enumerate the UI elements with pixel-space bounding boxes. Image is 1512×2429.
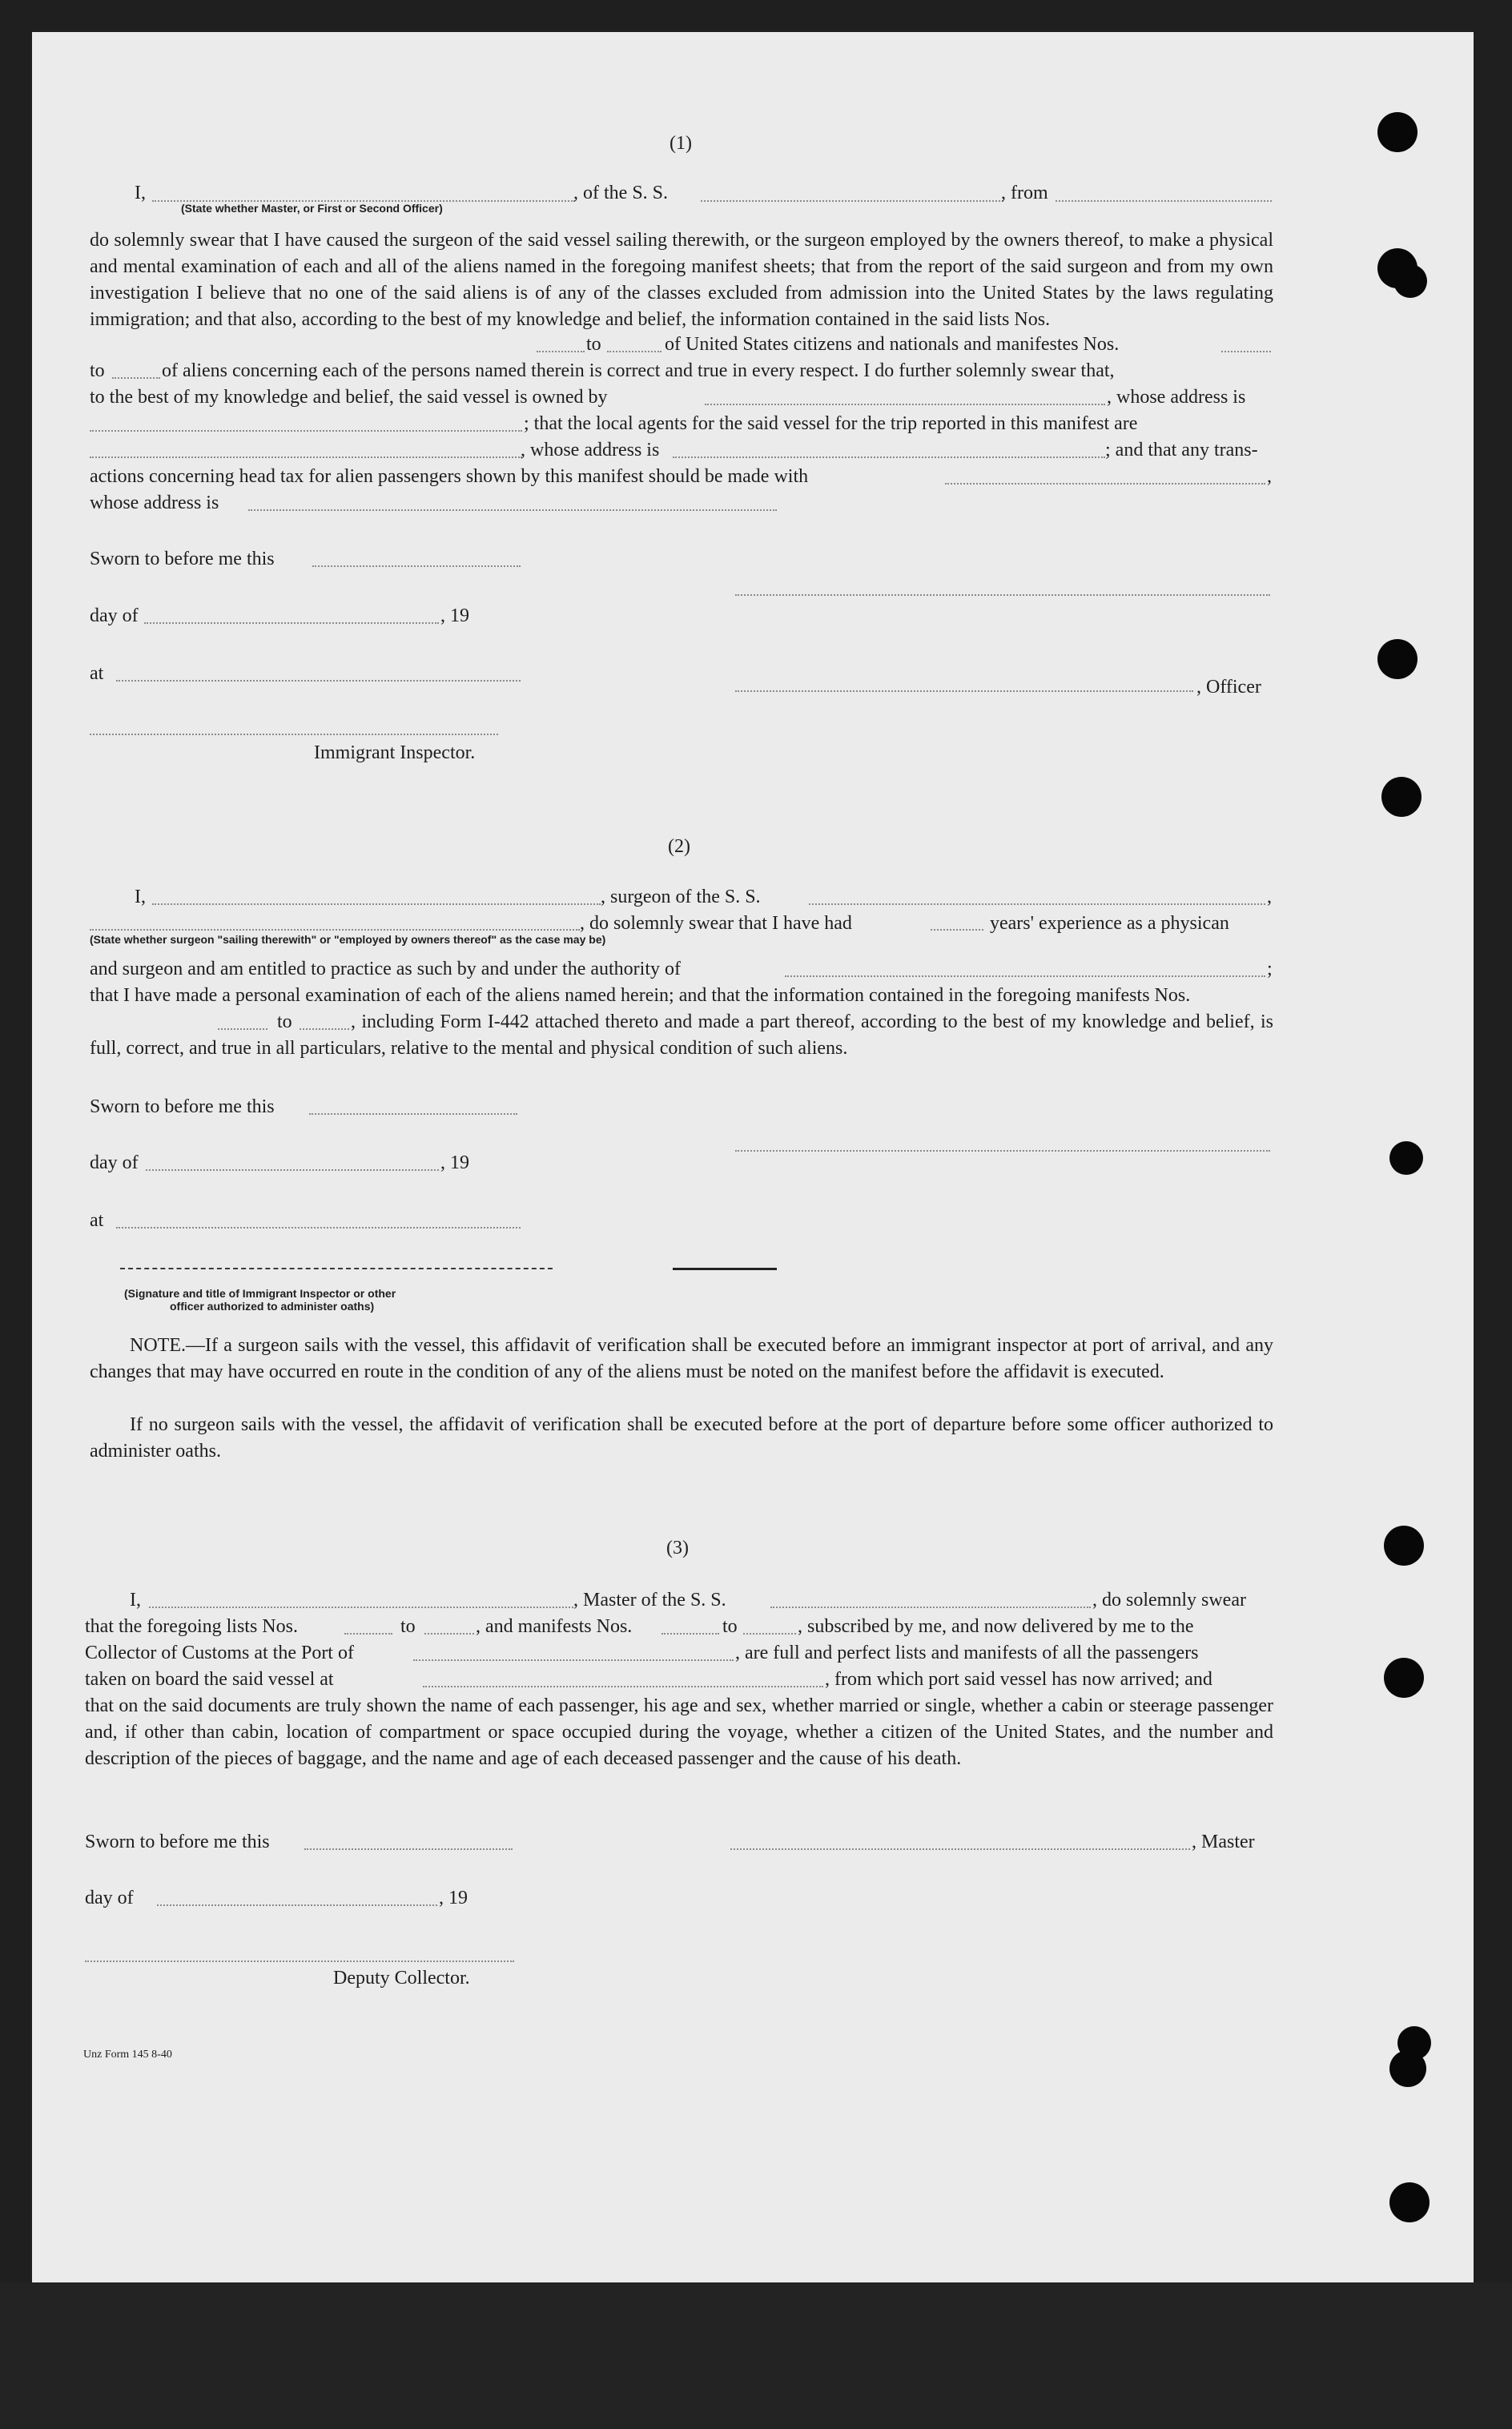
surgeon-status-field[interactable] — [90, 929, 580, 931]
at-label-2: at — [90, 1210, 104, 1231]
note-paragraph: NOTE.—If a surgeon sails with the vessel, this affidavit of verification shall be executed before an immigrant inspector at port of arrival, and any changes that may have occurred en route in the condition of any of the aliens must be noted on the manifest before the affidavit is executed. — [90, 1335, 1273, 1382]
note-paragraph-2: If no surgeon sails with the vessel, the affidavit of verification shall be executed before at the port of departure before some officer authorized to administer oaths. — [90, 1414, 1273, 1462]
sworn-label-3: Sworn to before me this — [85, 1832, 270, 1852]
surgeon-signature-line[interactable] — [735, 1150, 1270, 1152]
sworn-label: Sworn to before me this — [90, 549, 275, 569]
text-any-trans: ; and that any trans- — [1105, 440, 1258, 460]
text-owned-by: to the best of my knowledge and belief, the said vessel is owned by — [90, 387, 608, 408]
officer-label: , Officer — [1196, 677, 1261, 698]
text-i: I, — [135, 183, 146, 203]
year-label: , 19 — [440, 605, 469, 626]
text-subscribed: , subscribed by me, and now delivered by me to the — [798, 1616, 1194, 1637]
section-2-paragraph-rest: , including Form I-442 attached thereto and made a part thereof, according to the best of my knowledge and belief, is full, correct, and true in all particulars, relative to the mental and physical condition of such aliens. — [90, 1011, 1273, 1059]
master-signature-line[interactable] — [730, 1848, 1190, 1850]
punch-hole — [1389, 2050, 1426, 2087]
sworn-date-field[interactable] — [312, 565, 521, 567]
surgeon-name-field[interactable] — [152, 903, 601, 905]
officer-title-field[interactable] — [735, 690, 1193, 692]
sworn-label-2: Sworn to before me this — [90, 1096, 275, 1117]
text-whose-address-3: whose address is — [90, 493, 219, 513]
agents-address-field[interactable] — [673, 456, 1105, 458]
at-label: at — [90, 663, 104, 684]
text-to-5: to — [722, 1616, 738, 1637]
text-from: , from — [1001, 183, 1048, 203]
section-3-heading: (3) — [666, 1538, 689, 1558]
owner-address-field[interactable] — [90, 430, 522, 432]
manifests-to-field[interactable] — [112, 377, 160, 379]
punch-hole — [1393, 264, 1427, 298]
authority-field[interactable] — [785, 975, 1265, 977]
master-manifests-to-field[interactable] — [743, 1633, 796, 1635]
from-port-field[interactable] — [1056, 200, 1272, 202]
section-2-paragraph: that I have made a personal examination of each of the aliens named herein; and that the information contained in the foregoing manifests Nos. — [90, 985, 1191, 1006]
text-whose-address: , whose address is — [1107, 387, 1246, 408]
owner-field[interactable] — [705, 404, 1105, 405]
deputy-label: Deputy Collector. — [333, 1968, 470, 1989]
text-local-agents: ; that the local agents for the said vessel for the trip reported in this manifest are — [524, 413, 1138, 434]
text-from-which: , from which port said vessel has now arrived; and — [825, 1669, 1212, 1690]
text-master-of: , Master of the S. S. — [573, 1590, 726, 1611]
section-3-paragraph: that on the said documents are truly shown the name of each passenger, his age and sex, whether married or single, whether a cabin or steerage passenger and, if other than cabin, location of compartment or space occupied during the voyage, whether a citizen of the United States, and the number and description of the pieces of baggage, and the name and age of each deceased passenger and the cause of his death. — [85, 1695, 1273, 1769]
form-number: Unz Form 145 8-40 — [83, 2049, 172, 2061]
text-foregoing-lists: that the foregoing lists Nos. — [85, 1616, 298, 1637]
signature-rule[interactable] — [120, 1268, 553, 1269]
text-of-us-citizens: of United States citizens and nationals and manifestes Nos. — [665, 334, 1120, 355]
text-surgeon-of: , surgeon of the S. S. — [601, 887, 761, 907]
text-full-lists: , are full and perfect lists and manifests of all the passengers — [735, 1643, 1199, 1663]
text-do-solemnly: , do solemnly swear — [1092, 1590, 1246, 1611]
head-tax-address-field[interactable] — [248, 509, 777, 511]
text-to-2: to — [90, 360, 105, 381]
text-years-experience: years' experience as a physican — [990, 913, 1229, 934]
manifests-from-field[interactable] — [1221, 351, 1271, 352]
officer-note: (State whether Master, or First or Second Officer) — [181, 202, 443, 215]
text-comma-2: , — [1267, 887, 1272, 907]
day-of-field-2[interactable] — [146, 1169, 439, 1171]
aliens-paragraph: of aliens concerning each of the persons named therein is correct and true in every respect. I do further solemnly swear that, — [162, 360, 1115, 381]
inspector-label: Immigrant Inspector. — [314, 742, 476, 763]
master-manifests-from-field[interactable] — [662, 1633, 719, 1635]
year-label-3: , 19 — [439, 1888, 468, 1908]
scan-border — [0, 2282, 1512, 2429]
punch-hole — [1381, 777, 1422, 817]
port-field[interactable] — [413, 1659, 734, 1661]
master-vessel-field[interactable] — [770, 1607, 1091, 1608]
inspector-signature-line[interactable] — [90, 734, 498, 735]
text-i-3: I, — [130, 1590, 141, 1611]
lists-from-field[interactable] — [344, 1633, 392, 1635]
signature-rule-right[interactable] — [673, 1268, 777, 1270]
local-agents-field[interactable] — [90, 456, 522, 458]
text-solemnly: , do solemnly swear that I have had — [580, 913, 852, 934]
text-i-2: I, — [135, 887, 146, 907]
section-1-heading: (1) — [670, 133, 692, 154]
text-taken-on-board: taken on board the said vessel at — [85, 1669, 334, 1690]
text-to-4: to — [400, 1616, 416, 1637]
punch-hole — [1389, 1141, 1423, 1175]
text-head-tax: actions concerning head tax for alien passengers shown by this manifest should be made with — [90, 466, 809, 487]
day-of-label: day of — [90, 605, 139, 626]
punch-hole — [1377, 639, 1418, 679]
signature-note-line-2: officer authorized to administer oaths) — [170, 1300, 375, 1313]
sworn-date-field-3[interactable] — [304, 1848, 513, 1850]
day-of-field[interactable] — [144, 622, 439, 624]
punch-hole — [1384, 1526, 1424, 1566]
at-place-field[interactable] — [116, 680, 521, 682]
surgeon-vessel-field[interactable] — [809, 903, 1265, 905]
text-to-3: to — [277, 1011, 292, 1032]
text-of-the-ss: , of the S. S. — [573, 183, 669, 203]
surgeon-note: (State whether surgeon "sailing therewith" or "employed by owners thereof" as the case may be) — [90, 933, 606, 946]
deputy-signature-line[interactable] — [85, 1960, 514, 1962]
punch-hole — [1377, 112, 1418, 152]
departure-port-field[interactable] — [423, 1686, 823, 1687]
text-comma: , — [1267, 466, 1272, 487]
punch-hole — [1389, 2182, 1430, 2222]
sworn-date-field-2[interactable] — [309, 1113, 517, 1115]
lists-to-field[interactable] — [424, 1633, 474, 1635]
years-experience-field[interactable] — [931, 929, 983, 931]
master-name-field[interactable] — [149, 1607, 573, 1608]
punch-hole — [1384, 1658, 1424, 1698]
text-authority: and surgeon and am entitled to practice as such by and under the authority of — [90, 959, 681, 979]
citizen-lists-from-field[interactable] — [537, 351, 585, 352]
text-semicolon: ; — [1267, 959, 1273, 979]
signature-note-line-1: (Signature and title of Immigrant Inspector or other — [124, 1287, 396, 1300]
citizen-lists-to-field[interactable] — [607, 351, 662, 352]
year-label-2: , 19 — [440, 1152, 469, 1173]
vessel-name-field[interactable] — [701, 200, 1003, 202]
text-and-manifests: , and manifests Nos. — [476, 1616, 633, 1637]
at-place-field-2[interactable] — [116, 1227, 521, 1229]
head-tax-party-field[interactable] — [945, 483, 1265, 485]
text-to: to — [586, 334, 601, 355]
section-2-heading: (2) — [668, 836, 690, 857]
day-of-label-3: day of — [85, 1888, 134, 1908]
text-whose-address-2: , whose address is — [521, 440, 660, 460]
officer-signature-line[interactable] — [735, 594, 1270, 596]
master-label: , Master — [1192, 1832, 1255, 1852]
text-collector: Collector of Customs at the Port of — [85, 1643, 354, 1663]
day-of-label-2: day of — [90, 1152, 139, 1173]
day-of-field-3[interactable] — [157, 1904, 437, 1906]
section-1-oath-paragraph: do solemnly swear that I have caused the surgeon of the said vessel sailing therewith, or the surgeon employed by the owners thereof, to make a physical and mental examination of each and all of the aliens named in the foregoing manifest sheets; that from the report of the said surgeon and from my own investigation I believe that no one of the said aliens is of any of the classes excluded from admission into the United States by the laws regulating immigration; and that also, according to the best of my knowledge and belief, the information contained in the said lists Nos. — [90, 230, 1273, 330]
